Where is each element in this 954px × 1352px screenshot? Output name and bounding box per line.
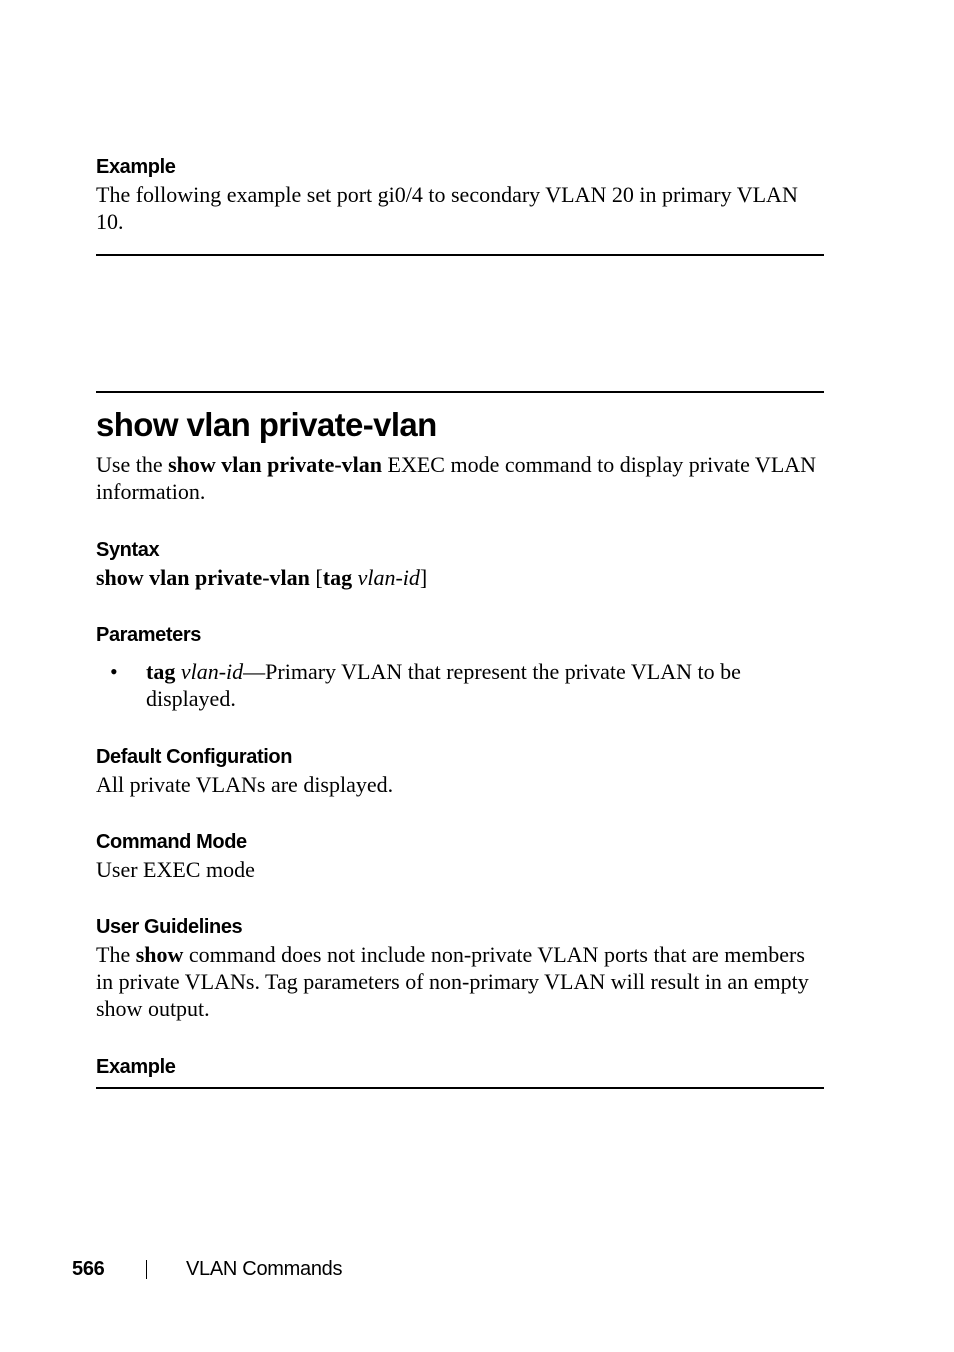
bullet-icon: • bbox=[110, 659, 118, 684]
syntax-argument: vlan-id bbox=[357, 565, 420, 590]
command-mode-heading: Command Mode bbox=[96, 831, 247, 853]
footer-separator bbox=[146, 1260, 147, 1279]
footer-section-title: VLAN Commands bbox=[186, 1258, 343, 1280]
guidelines-post: command does not include non-private VLAN ports that are members in private VLANs. Tag parameters of non-primary VLAN will result in an empty show output. bbox=[96, 942, 809, 1021]
param-description: —Primary VLAN that represent the private VLAN to be displayed. bbox=[146, 659, 741, 711]
intro-command: show vlan private-vlan bbox=[168, 452, 383, 477]
user-guidelines-text bbox=[96, 941, 824, 1022]
intro-post: EXEC mode command to display private VLAN information. bbox=[96, 452, 817, 504]
syntax-heading: Syntax bbox=[96, 539, 160, 561]
syntax-open-bracket: [ bbox=[309, 565, 323, 590]
syntax-keyword: tag bbox=[322, 565, 353, 590]
default-config-heading: Default Configuration bbox=[96, 746, 293, 768]
page-number: 566 bbox=[72, 1258, 105, 1280]
section-start-rule bbox=[96, 391, 824, 393]
prev-example-text: The following example set port gi0/4 to secondary VLAN 20 in primary VLAN 10. bbox=[96, 182, 798, 234]
example-rule bbox=[96, 1087, 824, 1089]
param-keyword: tag bbox=[146, 659, 176, 684]
default-config-text: All private VLANs are displayed. bbox=[96, 772, 394, 797]
syntax-line bbox=[96, 564, 824, 591]
prev-example-heading: Example bbox=[96, 156, 176, 178]
command-title: show vlan private-vlan bbox=[96, 406, 437, 443]
section-end-rule bbox=[96, 254, 824, 256]
user-guidelines-heading: User Guidelines bbox=[96, 916, 243, 938]
syntax-close-bracket: ] bbox=[419, 565, 428, 590]
intro-pre: Use the bbox=[96, 452, 169, 477]
guidelines-pre: The bbox=[96, 942, 136, 967]
param-argument: vlan-id bbox=[180, 659, 244, 684]
example-heading: Example bbox=[96, 1056, 176, 1078]
parameters-heading: Parameters bbox=[96, 624, 201, 646]
syntax-command: show vlan private-vlan bbox=[96, 565, 310, 590]
command-intro bbox=[96, 451, 824, 505]
guidelines-command: show bbox=[135, 942, 184, 967]
command-mode-text: User EXEC mode bbox=[96, 857, 255, 882]
parameter-item bbox=[146, 658, 766, 712]
